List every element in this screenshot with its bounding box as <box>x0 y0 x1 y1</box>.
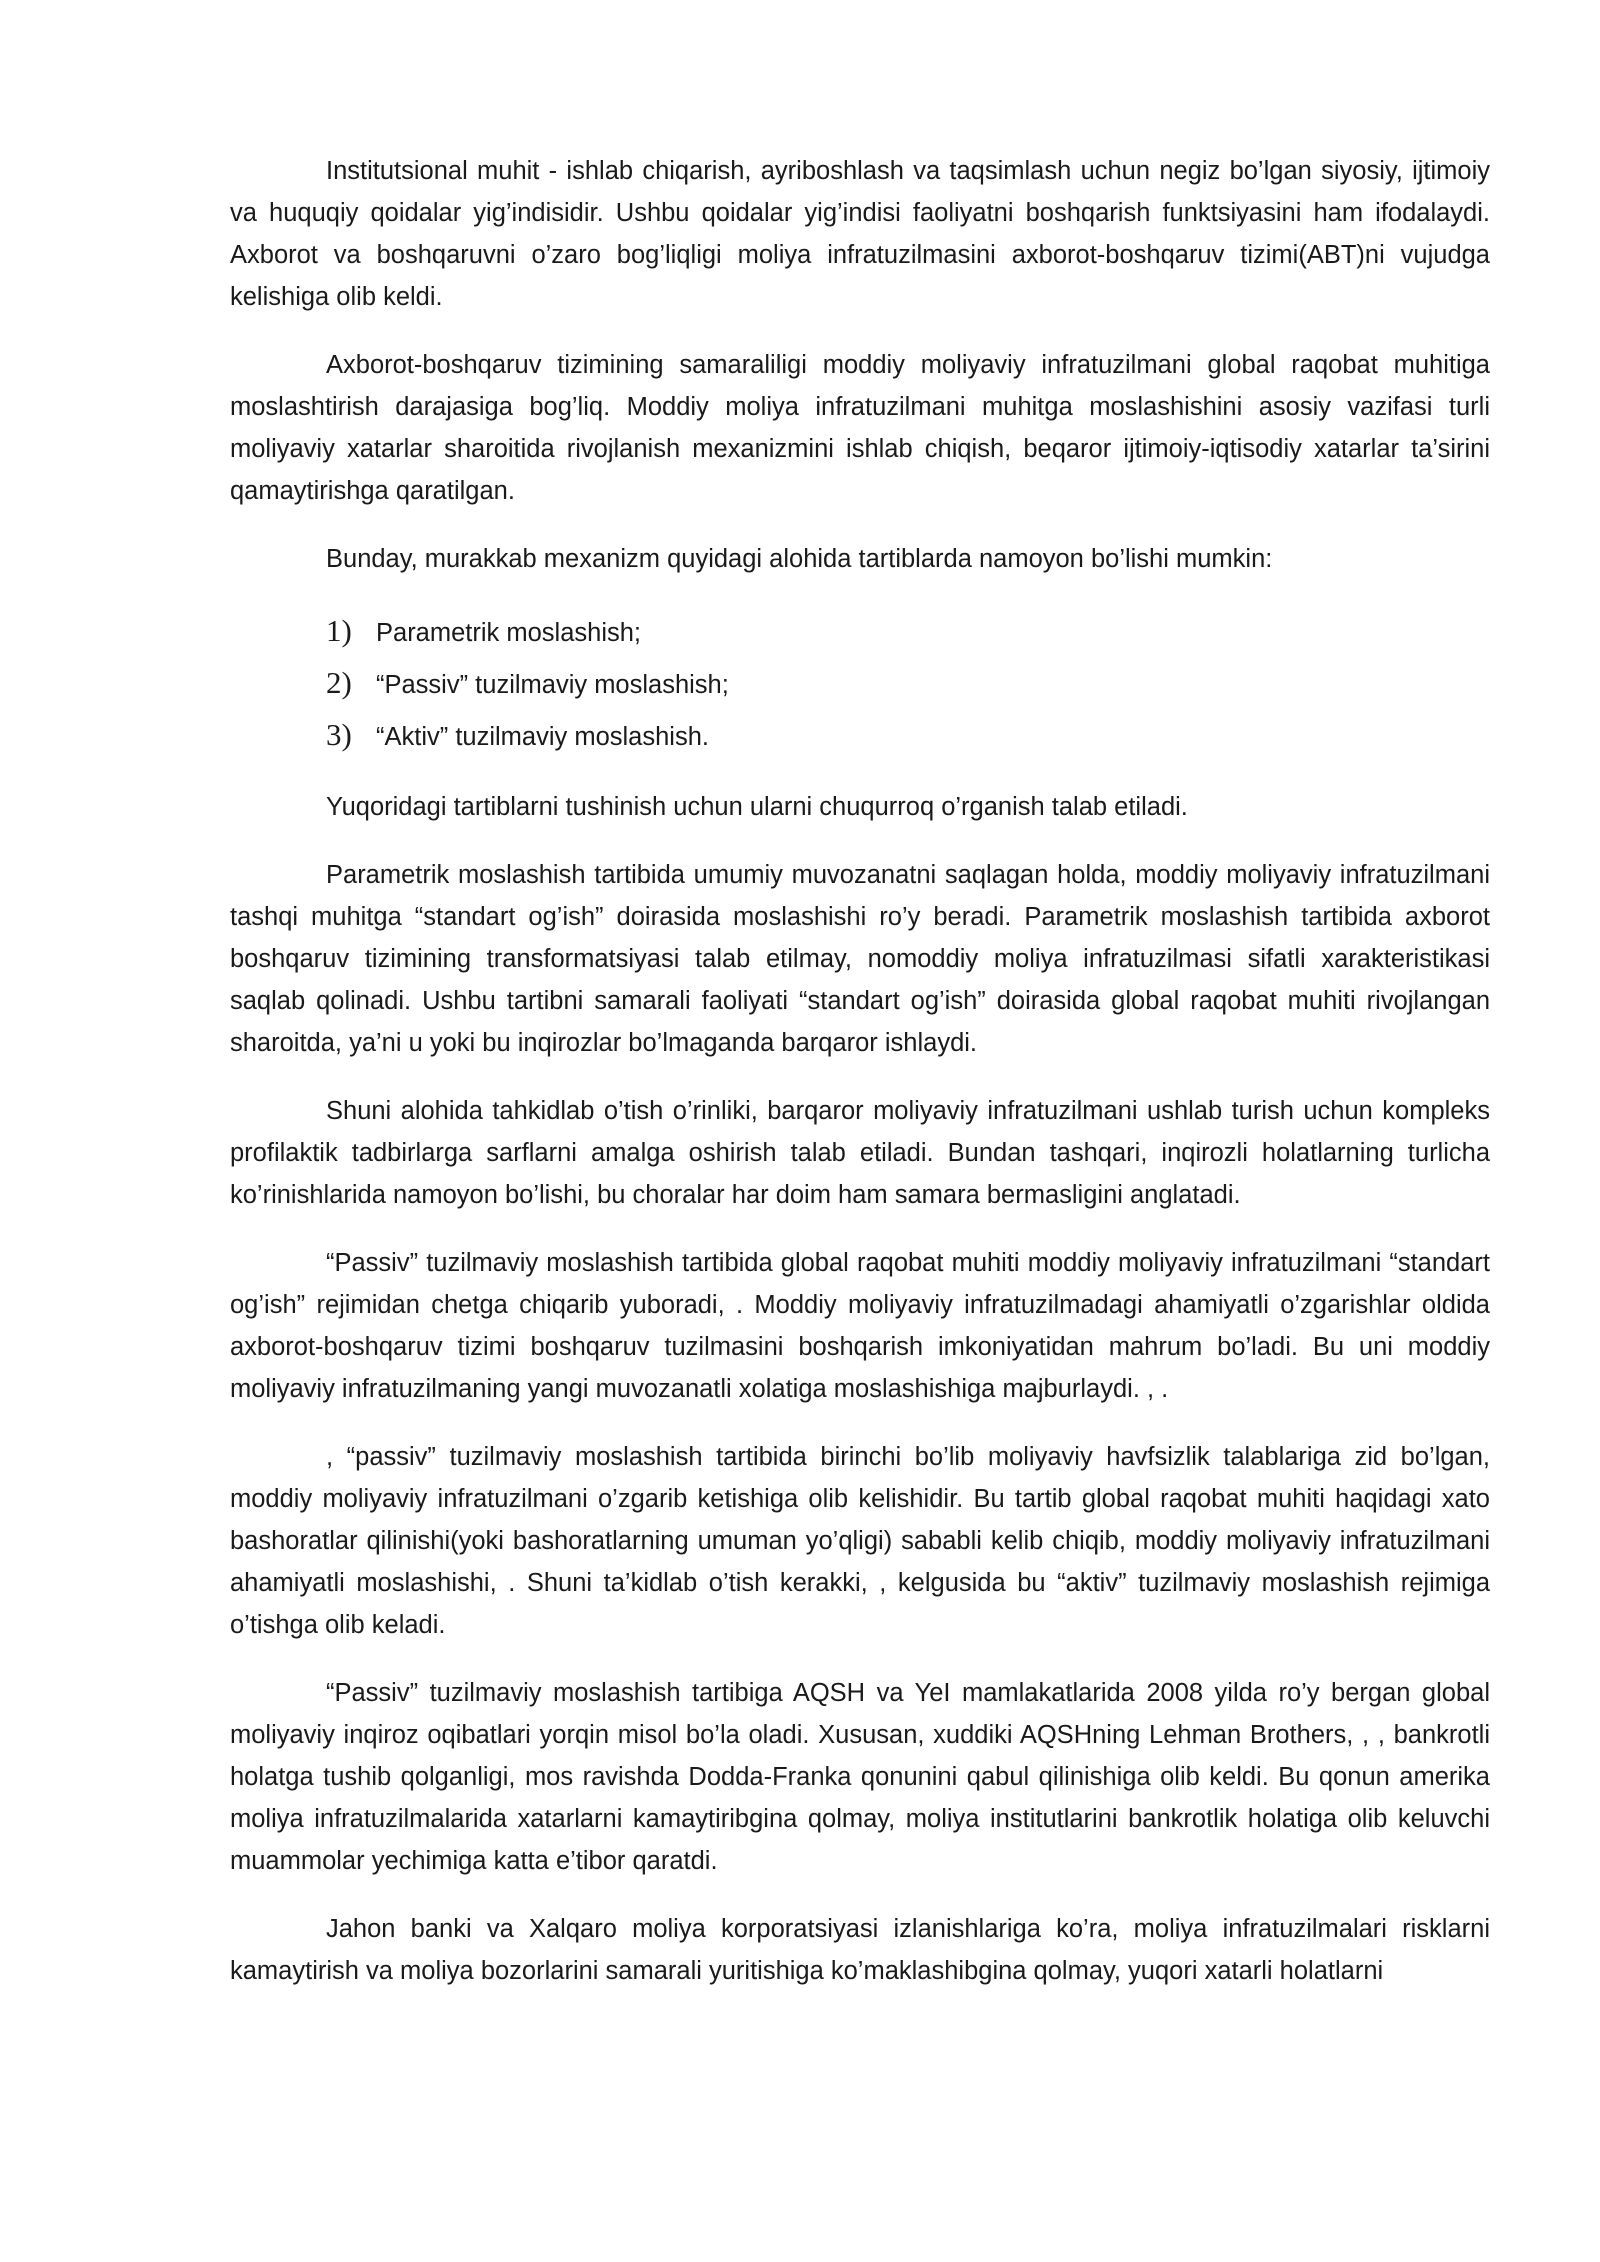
list-number: 1) <box>326 613 352 648</box>
paragraph-passive-adaptation: “Passiv” tuzilmaviy moslashish tartibida global raqobat muhiti moddiy moliyaviy infratuzilmani “standart og’ish” rejimidan chetga chiqarib yuboradi, . Moddiy moliyaviy infratuzilmadagi ahamiyatli o’zgarishlar oldida axborot-boshqaruv tizimi boshqaruv tuzilmasini boshqarish imkoniyatidan mahrum bo’ladi. Bu uni moddiy moliyaviy infratuzilmaning yangi muvozanatli xolatiga moslashishiga majburlaydi. , . <box>230 1249 1490 1403</box>
list-item <box>326 658 1490 710</box>
list-item-text: “Aktiv” tuzilmaviy moslashish. <box>376 723 709 751</box>
paragraph-parametric-adaptation: Parametrik moslashish tartibida umumiy muvozanatni saqlagan holda, moddiy moliyaviy infratuzilmani tashqi muhitga “standart og’ish” doirasida moslashishi ro’y beradi. Parametrik moslashish tartibida axborot boshqaruv tizimining transformatsiyasi talab etilmay, nomoddiy moliya infratuzilmasi sifatli xarakteristikasi saqlab qolinadi. Ushbu tartibni samarali faoliyati “standart og’ish” doirasida global raqobat muhiti rivojlangan sharoitda, ya’ni u yoki bu inqirozlar bo’lmaganda barqaror ishlaydi. <box>230 861 1490 1057</box>
list-number: 3) <box>326 717 352 752</box>
paragraph-world-bank: Jahon banki va Xalqaro moliya korporatsiyasi izlanishlariga ko’ra, moliya infratuzilmalari risklarni kamaytirish va moliya bozorlarini samarali yuritishiga ko’maklashibgina qolmay, yuqori xatarli holatlarni <box>230 1915 1490 1985</box>
paragraph-financial-security: , “passiv” tuzilmaviy moslashish tartibida birinchi bo’lib moliyaviy havfsizlik talablariga zid bo’lgan, moddiy moliyaviy infratuzilmani o’zgarib ketishiga olib kelishidir. Bu tartib global raqobat muhiti haqidagi xato bashoratlar qilinishi(yoki bashoratlarning umuman yo’qligi) sababli kelib chiqib, moddiy moliyaviy infratuzilmani ahamiyatli moslashishi, . Shuni ta’kidlab o’tish kerakki, , kelgusida bu “aktiv” tuzilmaviy moslashish rejimiga o’tishga olib keladi. <box>230 1443 1490 1639</box>
list-number: 2) <box>326 665 352 700</box>
paragraph-crisis-example: “Passiv” tuzilmaviy moslashish tartibiga AQSH va YeI mamlakatlarida 2008 yilda ro’y bergan global moliyaviy inqiroz oqibatlari yorqin misol bo’la oladi. Xususan, xuddiki AQSHning Lehman Brothers, , , bankrotli holatga tushib qolganligi, mos ravishda Dodda-Franka qonunini qabul qilinishiga olib keldi. Bu qonun amerika moliya infratuzilmalarida xatarlarni kamaytiribgina qolmay, moliya institutlarini bankrotlik holatiga olib keluvchi muammolar yechimiga katta e’tibor qaratdi. <box>230 1679 1490 1875</box>
paragraph-information-management-system: Axborot-boshqaruv tizimining samaraliligi moddiy moliyaviy infratuzilmani global raqobat muhitiga moslashtirish darajasiga bog’liq. Moddiy moliya infratuzilmani muhitga moslashishini asosiy vazifasi turli moliyaviy xatarlar sharoitida rivojlanish mexanizmini ishlab chiqish, beqaror ijtimoiy-iqtisodiy xatarlar ta’sirini qamaytirishga qaratilgan. <box>230 351 1490 505</box>
adaptation-modes-list <box>326 606 1490 762</box>
paragraph-institutional-environment: Institutsional muhit - ishlab chiqarish, ayriboshlash va taqsimlash uchun negiz bo’lgan siyosiy, ijtimoiy va huquqiy qoidalar yig’indisidir. Ushbu qoidalar yig’indisi faoliyatni boshqarish funktsiyasini ham ifodalaydi. Axborot va boshqaruvni o’zaro bog’liqligi moliya infratuzilmasini axborot-boshqaruv tizimi(ABT)ni vujudga kelishiga olib keldi. <box>230 157 1490 311</box>
list-item-text: Parametrik moslashish; <box>376 619 641 647</box>
paragraph-preventive-measures: Shuni alohida tahkidlab o’tish o’rinliki, barqaror moliyaviy infratuzilmani ushlab turish uchun kompleks profilaktik tadbirlarga sarflarni amalga oshirish talab etiladi. Bundan tashqari, inqirozli holatlarning turlicha ko’rinishlarida namoyon bo’lishi, bu choralar har doim ham samara bermasligini anglatadi. <box>230 1097 1490 1209</box>
list-item-text: “Passiv” tuzilmaviy moslashish; <box>376 671 729 699</box>
document-page <box>230 150 1490 2018</box>
paragraph-list-intro: Bunday, murakkab mexanizm quyidagi alohida tartiblarda namoyon bo’lishi mumkin: <box>326 545 1273 573</box>
list-item <box>326 710 1490 762</box>
paragraph-study-note: Yuqoridagi tartiblarni tushinish uchun ularni chuqurroq o’rganish talab etiladi. <box>326 793 1188 821</box>
list-item <box>326 606 1490 658</box>
